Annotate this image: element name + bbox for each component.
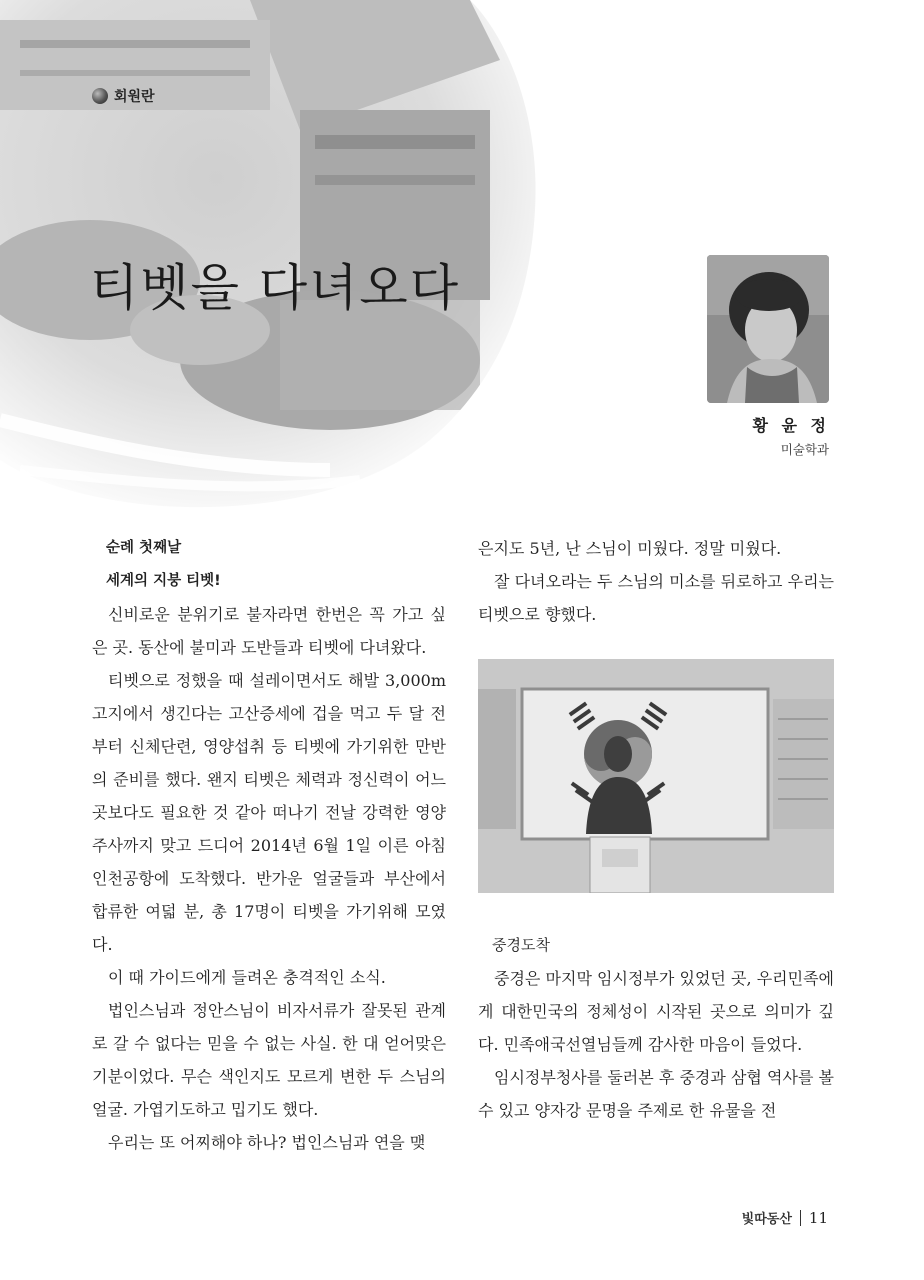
memorial-bust-photo: [478, 659, 834, 893]
left-column: [92, 532, 446, 1159]
paragraph: 이 때 가이드에게 들려온 충격적인 소식.: [108, 968, 386, 987]
page-title: 티벳을 다녀오다: [90, 259, 460, 317]
section-tag: [92, 86, 155, 106]
author-department: 미술학과: [780, 442, 829, 457]
memorial-bust-graphic: [478, 659, 834, 893]
author-name: 황 윤 정: [752, 416, 830, 435]
heading-roof-of-world: 세계의 지붕 티벳!: [106, 573, 221, 589]
page-footer: [742, 1208, 828, 1227]
paragraph: 우리는 또 어찌해야 하나? 법인스님과 연을 맺: [108, 1133, 426, 1152]
paragraph: 신비로운 분위기로 불자라면 한번은 꼭 가고 싶은 곳. 동산에 불미과 도반들과 티벳에 다녀왔다.: [92, 605, 446, 657]
author-portrait-graphic: [707, 255, 829, 403]
section-tag-label: 회원란: [114, 89, 155, 105]
heading-chongqing-arrival: 중경도착: [492, 936, 550, 954]
paragraph: 중경은 마지막 임시정부가 있었던 곳, 우리민족에게 대한민국의 정체성이 시작된 곳으로 의미가 깊다. 민족애국선열님들께 감사한 마음이 들었다.: [478, 969, 834, 1054]
right-column-top: [478, 532, 834, 631]
right-column-bottom: [478, 929, 834, 1127]
section-bullet-icon: [92, 88, 108, 104]
paragraph: 은지도 5년, 난 스님이 미웠다. 정말 미웠다.: [478, 539, 782, 558]
paragraph: 잘 다녀오라는 두 스님의 미소를 뒤로하고 우리는 티벳으로 향했다.: [478, 572, 834, 624]
heading-day-one: 순례 첫째날: [106, 540, 182, 556]
footer-brand: 빛따동산: [741, 1212, 792, 1227]
paragraph: 법인스님과 정안스님이 비자서류가 잘못된 관계로 갈 수 없다는 믿을 수 없는 사실. 한 대 얻어맞은 기분이었다. 무슨 색인지도 모르게 변한 두 스님의 얼굴. 가엽기도하고 밉기도 했다.: [92, 1001, 446, 1119]
page-number: 11: [808, 1208, 828, 1227]
author-photo: [707, 255, 829, 403]
paragraph: 임시정부청사를 둘러본 후 중경과 삼협 역사를 볼 수 있고 양자강 문명을 주제로 한 유물을 전: [478, 1068, 834, 1120]
paragraph: 티벳으로 정했을 때 설레이면서도 해발 3,000m 고지에서 생긴다는 고산증세에 겁을 먹고 두 달 전부터 신체단련, 영양섭취 등 티벳에 가기위한 만반의 준비를 했다. 왠지 티벳은 체력과 정신력이 어느 곳보다도 필요한 것 같아 떠나기 전날 강력한 영양주사까지 맞고 드디어 2014년 6월 1일 이른 아침 인천공항에 도착했다. 반가운 얼굴들과 부산에서 합류한 여덟 분, 총 17명이 티벳을 가기위해 모였다.: [92, 671, 446, 954]
footer-divider: [800, 1210, 801, 1226]
